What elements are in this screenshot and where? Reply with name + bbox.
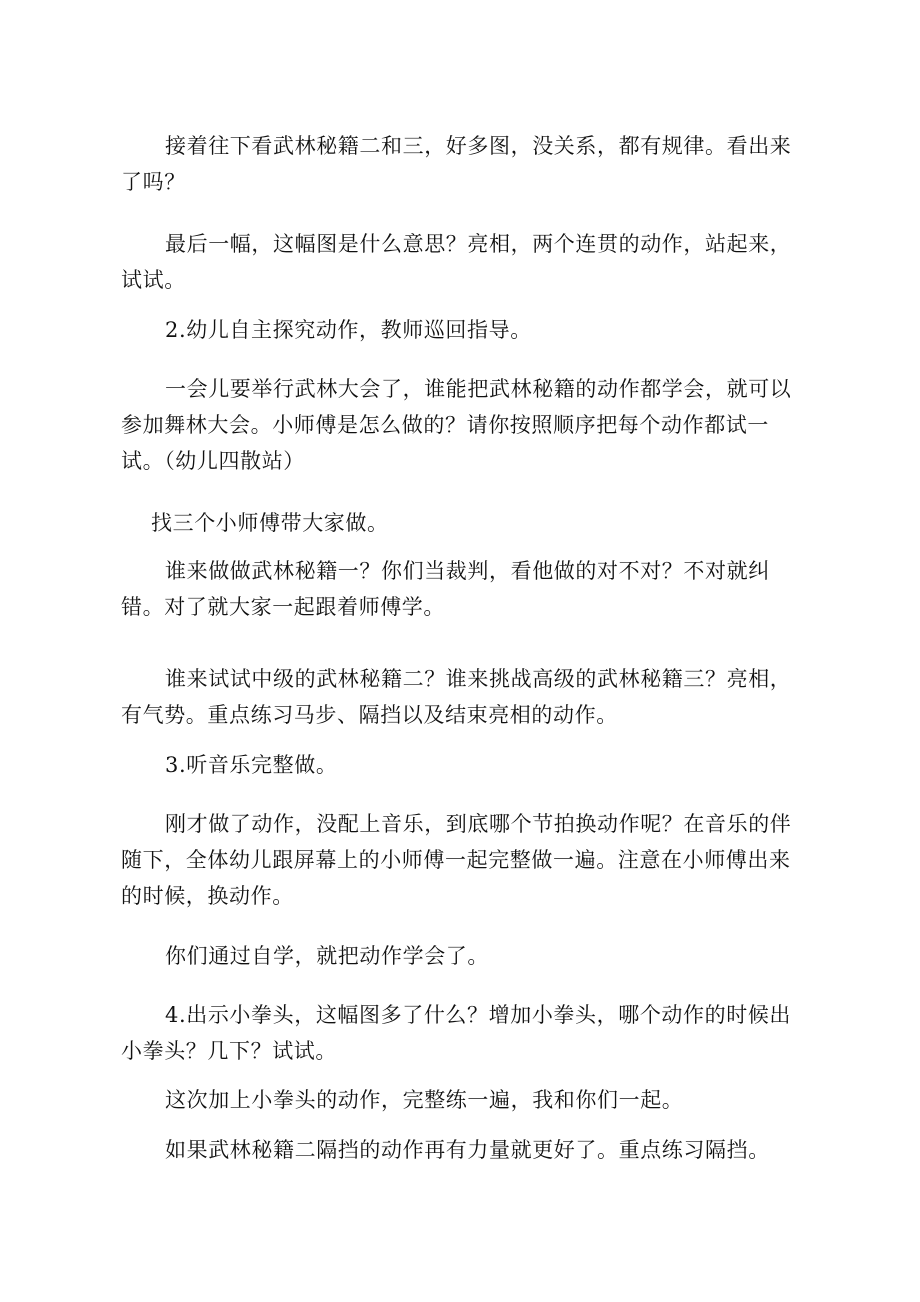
paragraph-3-heading: 2.幼儿自主探究动作，教师巡回指导。 xyxy=(165,318,532,342)
paragraph-9: 刚才做了动作，没配上音乐，到底哪个节拍换动作呢？在音乐的伴随下，全体幼儿跟屏幕上的小师傅一起完整做一遍。注意在小师傅出来的时候，换动作。 xyxy=(121,812,792,908)
paragraph-13: 如果武林秘籍二隔挡的动作再有力量就更好了。重点练习隔挡。 xyxy=(165,1138,770,1162)
paragraph-2: 最后一幅，这幅图是什么意思？亮相，两个连贯的动作，站起来，试试。 xyxy=(121,232,792,292)
paragraph-7: 谁来试试中级的武林秘籍二？谁来挑战高级的武林秘籍三？亮相，有气势。重点练习马步、隔挡以及结束亮相的动作。 xyxy=(121,667,792,727)
paragraph-10: 你们通过自学，就把动作学会了。 xyxy=(165,944,489,968)
paragraph-11-heading: 4.出示小拳头，这幅图多了什么？增加小拳头，哪个动作的时候出小拳头？几下？试试。 xyxy=(121,1003,792,1063)
paragraph-6: 谁来做做武林秘籍一？你们当裁判，看他做的对不对？不对就纠错。对了就大家一起跟着师傅学。 xyxy=(121,559,770,619)
paragraph-12: 这次加上小拳头的动作，完整练一遍，我和你们一起。 xyxy=(165,1088,684,1112)
paragraph-4: 一会儿要举行武林大会了，谁能把武林秘籍的动作都学会，就可以参加舞林大会。小师傅是怎么做的？请你按照顺序把每个动作都试一试。（幼儿四散站） xyxy=(121,377,792,473)
paragraph-5: 找三个小师傅带大家做。 xyxy=(151,511,389,535)
paragraph-1: 接着往下看武林秘籍二和三，好多图，没关系，都有规律。看出来了吗？ xyxy=(121,134,792,194)
paragraph-8-heading: 3.听音乐完整做。 xyxy=(165,753,338,777)
